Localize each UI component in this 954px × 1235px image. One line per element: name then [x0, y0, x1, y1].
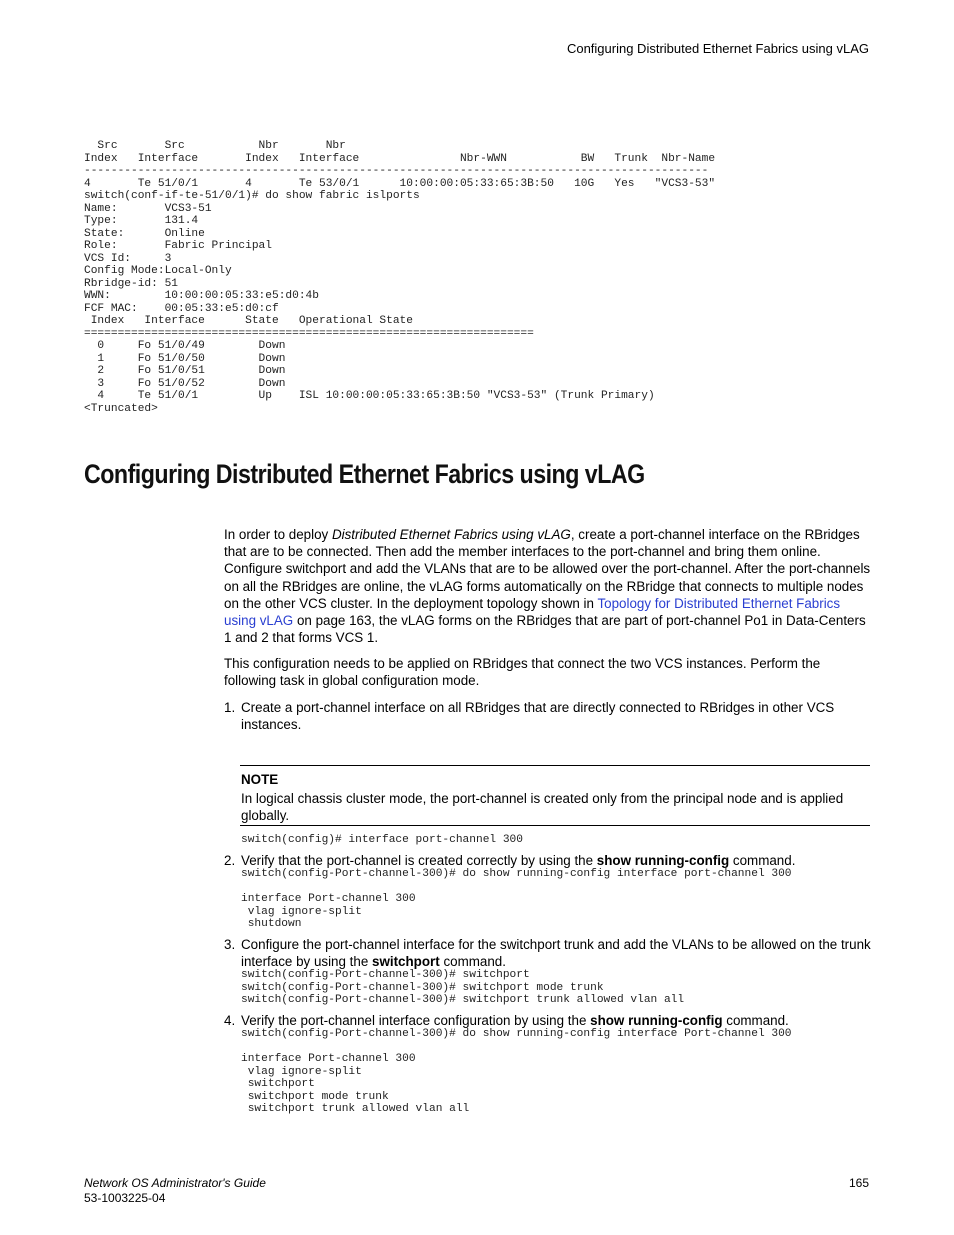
emphasis-text: Distributed Ethernet Fabrics using vLAG — [331, 527, 571, 542]
command-name: switchport — [372, 954, 440, 970]
footer-left — [84, 1176, 266, 1206]
code-verify-port-channel: switch(config-Port-channel-300)# do show running-config interface port-channel 300 interface Port-channel 300 vlag ignore-split shutdown — [241, 868, 792, 930]
step-number: 4. — [224, 1013, 236, 1028]
intro-paragraph-2: This configuration needs to be applied on RBridges that connect the two VCS instances. Perform the following task in global configuration mode. — [224, 656, 821, 689]
step-2 — [224, 852, 872, 869]
note-text: In logical chassis cluster mode, the port-channel is created only from the principal node and is applied globally. — [241, 791, 844, 824]
code-verify-configuration: switch(config-Port-channel-300)# do show running-config interface Port-channel 300 interface Port-channel 300 vlag ignore-split switchport switchport mode trunk switchport trunk allowed vlan all — [241, 1028, 792, 1115]
step-3 — [224, 936, 872, 970]
step-1 — [224, 699, 872, 733]
step-number: 2. — [224, 853, 236, 868]
code-create-port-channel: switch(config)# interface port-channel 300 — [241, 834, 523, 846]
section-heading: Configuring Distributed Ethernet Fabrics using vLAG — [84, 459, 645, 489]
cli-output-islports: Src Src Nbr Nbr Index Interface Index Interface Nbr-WWN BW Trunk Nbr-Name --------------------------------------------------------------------------------------------- 4 Te 51/0/1 4 Te 53/0/1 10:00:00:05:33:65:3B:50 10G Yes "VCS3-53" switch(conf-if-te-51/0/1)# do show fabric islports Name: VCS3-51 Type: 131.4 State: Online Role: Fabric Principal VCS Id: 3 Config Mode:Local-Only Rbridge-id: 51 WWN: 10:00:00:05:33:e5:d0:4b FCF MAC: 00:05:33:e5:d0:cf Index Interface State Operational State =================================================================== 0 Fo 51/0/49 Down 1 Fo 51/0/50 Down 2 Fo 51/0/51 Down 3 Fo 51/0/52 Down 4 Te 51/0/1 Up ISL 10:00:00:05:33:65:3B:50 "VCS3-53" (Trunk Primary) <Truncated> — [84, 140, 716, 415]
footer-doc-id: 53-1003225-04 — [84, 1191, 166, 1205]
note-title: NOTE — [241, 772, 279, 787]
running-header: Configuring Distributed Ethernet Fabrics using vLAG — [566, 41, 869, 56]
code-configure-switchport: switch(config-Port-channel-300)# switchport switch(config-Port-channel-300)# switchport mode trunk switch(config-Port-channel-300)# switchport trunk allowed vlan all — [241, 969, 685, 1006]
page-number: 165 — [848, 1176, 869, 1190]
note-bottom-rule — [240, 825, 870, 826]
step-4 — [224, 1012, 872, 1029]
step-number: 1. — [224, 700, 236, 715]
command-name: show running-config — [596, 853, 730, 868]
footer-guide-title: Network OS Administrator's Guide — [84, 1176, 266, 1190]
step-text: Verify the port-channel interface configuration by using the show running-config command. — [241, 1013, 789, 1028]
step-number: 3. — [224, 937, 236, 952]
step-text: Verify that the port-channel is created correctly by using the show running-config command. — [241, 853, 796, 868]
topology-link[interactable]: Topology for Distributed Ethernet Fabrics using vLAG — [224, 595, 841, 629]
step-text: Configure the port-channel interface for the switchport trunk and add the VLANs to be allowed on the trunk interface by using the switchport command. — [241, 937, 871, 970]
intro-paragraph-1: In order to deploy Distributed Ethernet Fabrics using vLAG, create a port-channel interface on the RBridges that are to be connected. Then add the member interfaces to the port-channel and bring them online. Configure switchport and add the VLANs that are to be allowed over the port-channel. After the port-channels on all the RBridges are online, the vLAG forms automatically on the RBridge that connects to multiple nodes on the other VCS cluster. In the deployment topology shown in Topology for Distributed Ethernet Fabrics using vLAG on page 163, the vLAG forms on the RBridges that are part of port-channel Po1 in Data-Centers 1 and 2 that forms VCS 1. — [224, 527, 871, 646]
step-text: Create a port-channel interface on all RBridges that are directly connected to RBridges in other VCS instances. — [241, 700, 835, 733]
command-name: show running-config — [590, 1013, 723, 1028]
note-top-rule — [240, 765, 870, 766]
